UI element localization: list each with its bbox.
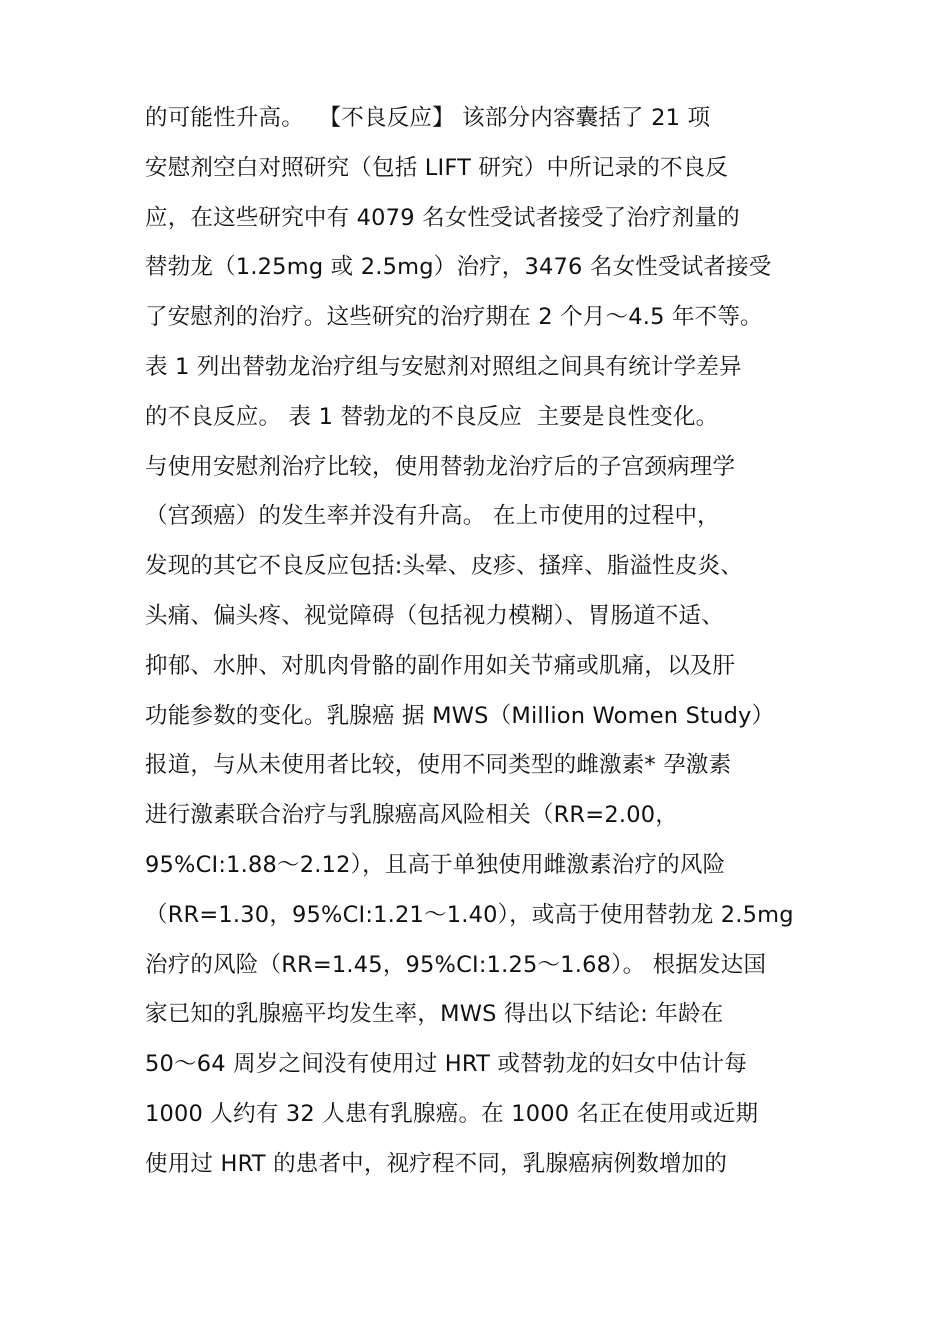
text-line: 的可能性升高。 【不良反应】 该部分内容囊括了 21 项 [145, 105, 711, 131]
body-text [145, 94, 815, 1190]
text-line: 报道，与从未使用者比较，使用不同类型的雌激素* 孕激素 [145, 752, 732, 779]
text-line: 家已知的乳腺癌平均发生率，MWS 得出以下结论: 年龄在 [145, 1001, 724, 1028]
text-line: 的不良反应。 表 1 替勃龙的不良反应 主要是良性变化。 [145, 403, 719, 430]
text-line: 与使用安慰剂治疗比较，使用替勃龙治疗后的子宫颈病理学 [145, 453, 736, 480]
text-line: 替勃龙（1.25mg 或 2.5mg）治疗，3476 名女性受试者接受 [145, 254, 772, 281]
text-line: 头痛、偏头疼、视觉障碍（包括视力模糊）、胃肠道不适、 [145, 602, 724, 629]
text-line: 表 1 列出替勃龙治疗组与安慰剂对照组之间具有统计学差异 [145, 353, 742, 380]
text-line: 95%CI:1.88～2.12），且高于单独使用雌激素治疗的风险 [145, 851, 726, 878]
text-line: 进行激素联合治疗与乳腺癌高风险相关（RR=2.00， [145, 802, 678, 829]
text-line: 抑郁、水肿、对肌肉骨骼的副作用如关节痛或肌痛，以及肝 [145, 652, 736, 679]
text-line: （RR=1.30，95%CI:1.21～1.40），或高于使用替勃龙 2.5mg [145, 901, 794, 928]
text-line: （宫颈癌）的发生率并没有升高。 在上市使用的过程中， [145, 503, 720, 530]
text-line: 治疗的风险（RR=1.45，95%CI:1.25～1.68）。 根据发达国 [145, 951, 767, 978]
text-line: 使用过 HRT 的患者中，视疗程不同，乳腺癌病例数增加的 [145, 1150, 728, 1177]
text-line: 1000 人约有 32 人患有乳腺癌。在 1000 名正在使用或近期 [145, 1100, 759, 1127]
text-line: 50～64 周岁之间没有使用过 HRT 或替勃龙的妇女中估计每 [145, 1051, 748, 1078]
text-line: 应，在这些研究中有 4079 名女性受试者接受了治疗剂量的 [145, 204, 740, 231]
text-line: 安慰剂空白对照研究（包括 LIFT 研究）中所记录的不良反 [145, 154, 729, 181]
text-line: 发现的其它不良反应包括:头晕、皮疹、搔痒、脂溢性皮炎、 [145, 553, 743, 580]
text-line: 了安慰剂的治疗。这些研究的治疗期在 2 个月～4.5 年不等。 [145, 304, 763, 331]
text-line: 功能参数的变化。乳腺癌 据 MWS（Million Women Study） [145, 702, 775, 729]
